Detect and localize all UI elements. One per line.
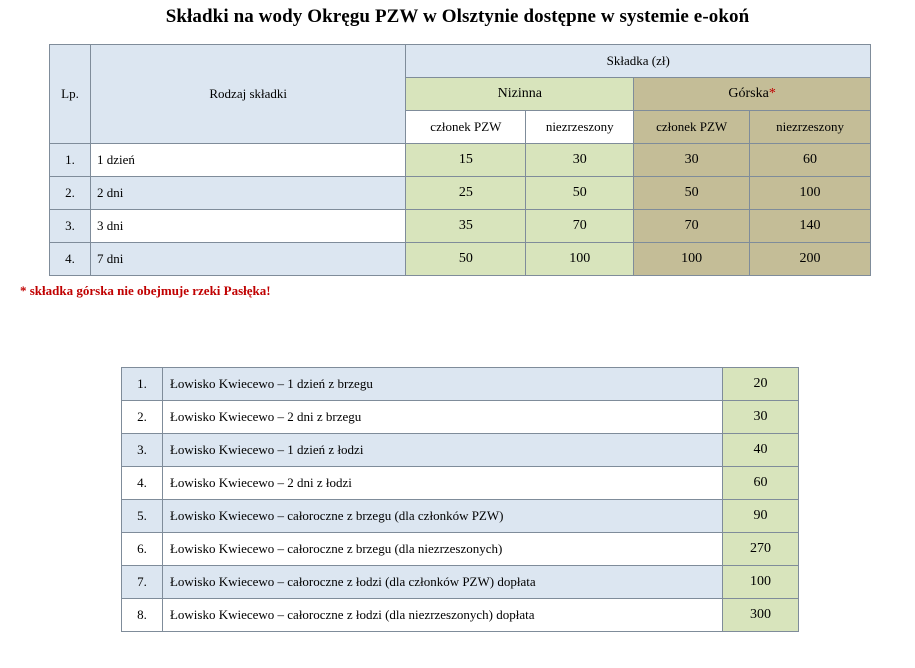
row-label: Łowisko Kwiecewo – 2 dni z brzegu (162, 401, 722, 434)
mountain-fee-note: * składka górska nie obejmuje rzeki Pasłęka! (20, 283, 271, 298)
row-label: Łowisko Kwiecewo – całoroczne z łodzi (dla niezrzeszonych) dopłata (162, 599, 722, 632)
row-lp: 3. (122, 434, 163, 467)
header-fee-zl: Składka (zł) (406, 45, 871, 78)
row-label: Łowisko Kwiecewo – całoroczne z łodzi (dla członków PZW) dopłata (162, 566, 722, 599)
row-lowland-member: 50 (406, 243, 526, 276)
table-row (50, 177, 871, 210)
row-label: Łowisko Kwiecewo – całoroczne z brzegu (dla członków PZW) (162, 500, 722, 533)
row-mountain-nonmember: 100 (750, 177, 871, 210)
row-mountain-member: 30 (634, 144, 750, 177)
row-lp: 7. (122, 566, 163, 599)
fees-table (49, 44, 871, 276)
row-price: 100 (723, 566, 799, 599)
row-lp: 1. (50, 144, 91, 177)
table-row (122, 599, 799, 632)
row-price: 270 (723, 533, 799, 566)
row-mountain-nonmember: 140 (750, 210, 871, 243)
row-price: 20 (723, 368, 799, 401)
header-mountain-label: Górska (728, 86, 769, 101)
header-mountain (634, 78, 871, 111)
row-lowland-nonmember: 100 (526, 243, 634, 276)
row-mountain-nonmember: 200 (750, 243, 871, 276)
row-label: Łowisko Kwiecewo – 2 dni z łodzi (162, 467, 722, 500)
row-lowland-member: 35 (406, 210, 526, 243)
row-price: 40 (723, 434, 799, 467)
row-lp: 4. (122, 467, 163, 500)
table-row (122, 467, 799, 500)
row-lowland-nonmember: 70 (526, 210, 634, 243)
row-lowland-nonmember: 30 (526, 144, 634, 177)
table-row (122, 566, 799, 599)
row-mountain-nonmember: 60 (750, 144, 871, 177)
kwiecewo-table (121, 367, 799, 632)
row-lp: 2. (122, 401, 163, 434)
row-mountain-member: 100 (634, 243, 750, 276)
header-mountain-nonmember: niezrzeszony (750, 111, 871, 144)
row-lp: 5. (122, 500, 163, 533)
row-label: Łowisko Kwiecewo – 1 dzień z brzegu (162, 368, 722, 401)
page-title: Składki na wody Okręgu PZW w Olsztynie dostępne w systemie e-okoń (165, 6, 750, 27)
header-fee-type: Rodzaj składki (90, 45, 405, 144)
table-row (122, 401, 799, 434)
row-lp: 4. (50, 243, 91, 276)
row-lp: 3. (50, 210, 91, 243)
row-price: 90 (723, 500, 799, 533)
header-lp: Lp. (50, 45, 91, 144)
row-type: 2 dni (90, 177, 405, 210)
row-type: 3 dni (90, 210, 405, 243)
header-lowland-member: członek PZW (406, 111, 526, 144)
row-label: Łowisko Kwiecewo – całoroczne z brzegu (dla niezrzeszonych) (162, 533, 722, 566)
row-price: 60 (723, 467, 799, 500)
row-type: 7 dni (90, 243, 405, 276)
row-price: 300 (723, 599, 799, 632)
table-row (50, 243, 871, 276)
row-lp: 1. (122, 368, 163, 401)
header-mountain-member: członek PZW (634, 111, 750, 144)
table-row (122, 434, 799, 467)
row-lowland-nonmember: 50 (526, 177, 634, 210)
table-row (122, 368, 799, 401)
row-price: 30 (723, 401, 799, 434)
row-lowland-member: 15 (406, 144, 526, 177)
row-type: 1 dzień (90, 144, 405, 177)
row-mountain-member: 50 (634, 177, 750, 210)
header-lowland: Nizinna (406, 78, 634, 111)
header-lowland-nonmember: niezrzeszony (526, 111, 634, 144)
row-mountain-member: 70 (634, 210, 750, 243)
row-lowland-member: 25 (406, 177, 526, 210)
row-label: Łowisko Kwiecewo – 1 dzień z łodzi (162, 434, 722, 467)
table-row (122, 533, 799, 566)
asterisk-mark: * (768, 86, 776, 101)
table-row (122, 500, 799, 533)
row-lp: 8. (122, 599, 163, 632)
row-lp: 2. (50, 177, 91, 210)
table-row (50, 144, 871, 177)
fees-header-row-1 (50, 45, 871, 78)
table-row (50, 210, 871, 243)
row-lp: 6. (122, 533, 163, 566)
